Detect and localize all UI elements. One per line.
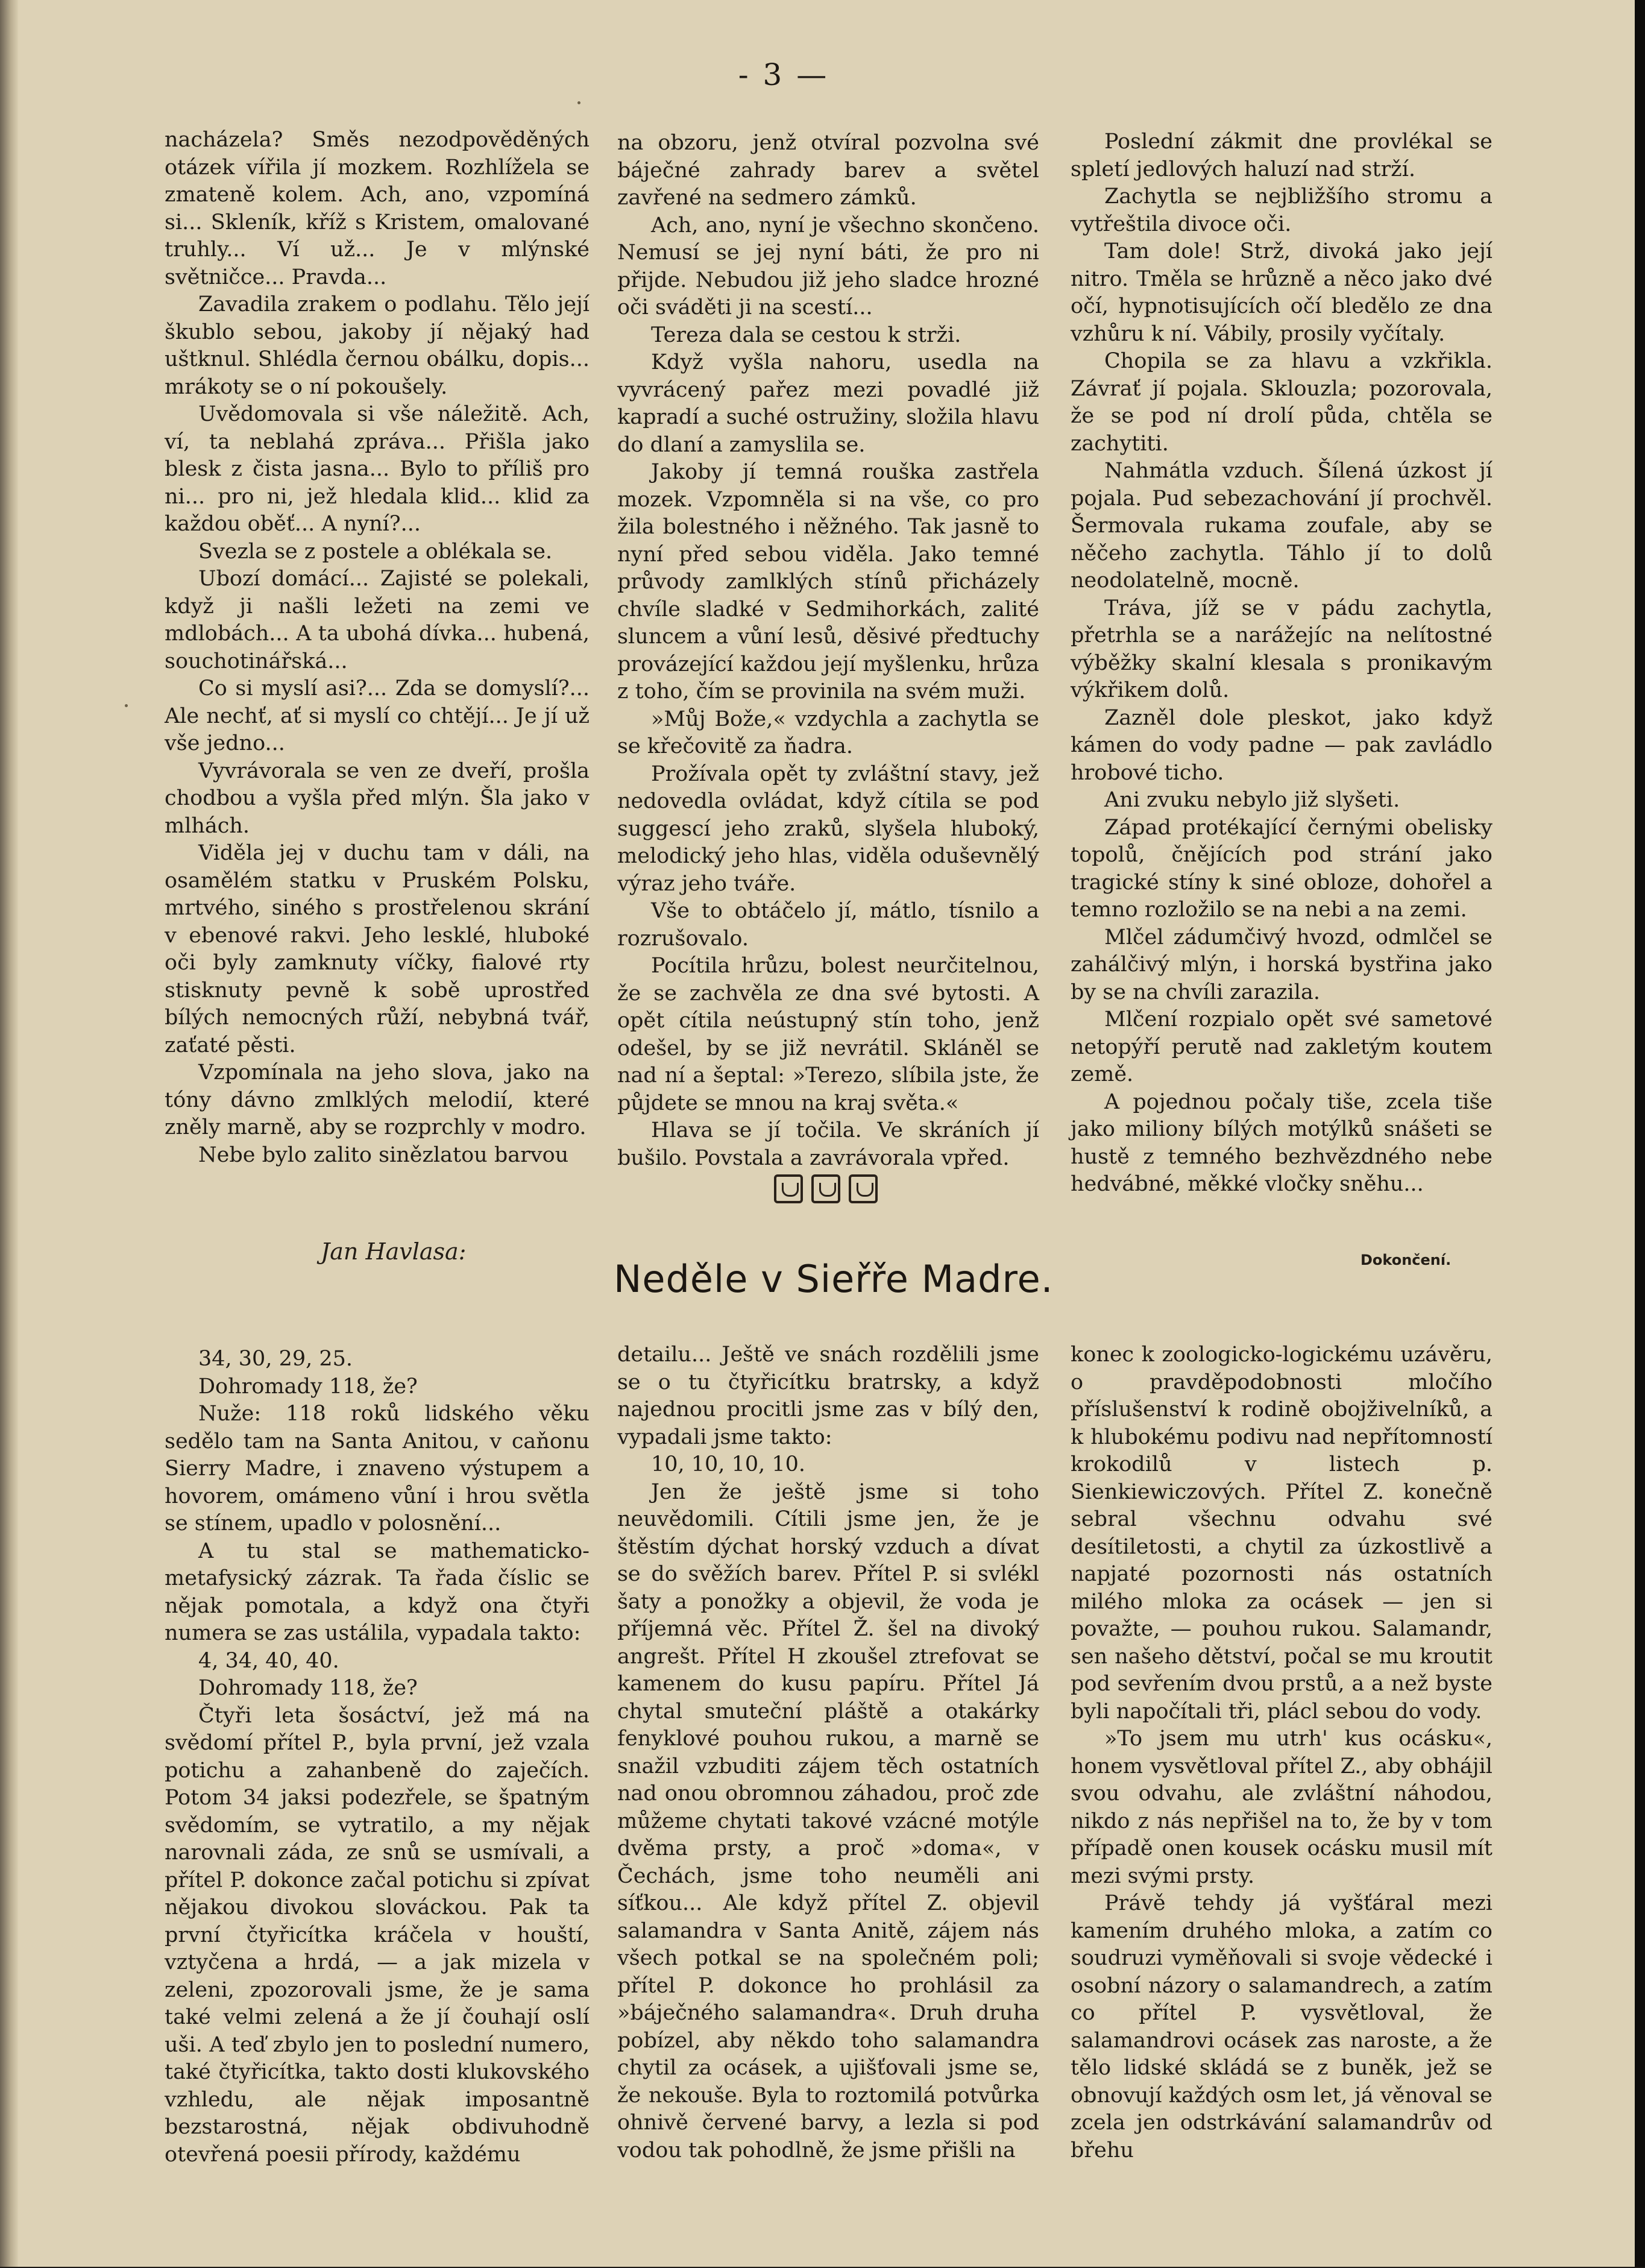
- paragraph: Viděla jej v duchu tam v dáli, na osamělém statku v Pruském Polsku, mrtvého, siného s prostřelenou skrání v ebenové rakvi. Jeho lesklé, hluboké oči byly zamknuty víčky, fialové rty stisknuty pevně k sobě uprostřed bílých nemocných růží, nebybná tvář, zaťaté pěsti.: [165, 841, 590, 1057]
- paragraph: Ani zvuku nebylo již slyšeti.: [1104, 788, 1400, 812]
- paragraph: Tam dole! Strž, divoká jako její nitro. Tměla se hrůzně a něco jako dvé očí, hypnotisujících očí bledělo ze dna vzhůru k ní. Vábily, prosily vyčítaly.: [1071, 239, 1492, 346]
- page-binding-shadow: [0, 0, 18, 2267]
- paragraph: Jen že ještě jsme si toho neuvědomili. Cítili jsme jen, že je štěstím dýchat horský vzduch a dívat se do svěžích barev. Přítel P. si svlékl šaty a ponožky a objevil, že voda je příjemná věc. Přítel Ž. šel na divoký angrešt. Přítel H zkoušel ztrefovat se kamenem do kusu papíru. Přítel Já chytal smuteční pláště a otakárky fenyklové pouhou rukou, a marně se snažil vzbuditi zájem těch ostatních nad onou obromnou záhadou, proč zde můžeme chytati takové vzácné motýle dvěma prsty, a proč »doma«, v Čechách, jsme toho neuměli ani síťkou... Ale když přítel Z. objevil salamandra v Santa Anitě, zájem nás všech potkal se na společném poli; přítel P. dokonce ho prohlásil za »báječného salamandra«. Druh druha pobízel, aby někdo toho salamandra chytil za ocásek, a ujišťovali jsme se, že nekouše. Byla to roztomilá potvůrka ohnivě červené barvy, a lezla si pod vodou tak pohodlně, že jsme přišli na: [617, 1479, 1039, 2162]
- paragraph: Tráva, jíž se v pádu zachytla, přetrhla se a narážejíc na nelítostné výběžky skalní klesala s pronikavým výkřikem dolů.: [1071, 596, 1492, 702]
- paragraph: A pojednou počaly tiše, zcela tiše jako miliony bílých motýlků snášeti se hustě z temného bezhvězdného nebe hedvábné, měkké vločky sněhu...: [1071, 1089, 1492, 1196]
- section-divider-ornaments: [774, 1174, 878, 1203]
- print-speck: [125, 704, 128, 707]
- ornament-icon: [774, 1174, 803, 1203]
- paragraph: Zachytla se nejbližšího stromu a vytřeštila divoce oči.: [1071, 184, 1492, 236]
- paragraph: Zavadila zrakem o podlahu. Tělo její škublo sebou, jakoby jí nějaký had uštknul. Shlédla černou obálku, dopis... mrákoty se o ní pokoušely.: [165, 292, 590, 399]
- paragraph: »Můj Bože,« vzdychla a zachytla se se křečovitě za ňadra.: [617, 707, 1039, 758]
- top-column-1: [165, 127, 590, 1167]
- paragraph: Tereza dala se cestou k strži.: [651, 323, 961, 347]
- bottom-column-3: [1071, 1341, 1492, 2264]
- paragraph: Poslední zákmit dne provlékal se spletí jedlových haluzí nad strží.: [1071, 130, 1492, 181]
- ornament-icon: [811, 1174, 840, 1203]
- paragraph: Dohromady 118, že?: [198, 1374, 418, 1399]
- paragraph: Chopila se za hlavu a vzkřikla. Závrať jí pojala. Sklouzla; pozorovala, že se pod ní drolí půda, chtěla se zachytiti.: [1071, 349, 1492, 456]
- bottom-column-2: [617, 1341, 1039, 2264]
- scan-edge: [1635, 0, 1645, 2267]
- paragraph: 34, 30, 29, 25.: [198, 1347, 353, 1371]
- top-column-3: [1071, 128, 1492, 1196]
- paragraph: Ach, ano, nyní je všechno skončeno. Nemusí se jej nyní báti, že pro ni přijde. Nebudou již jeho sladce hrozné oči sváděti ji na scestí...: [617, 213, 1039, 320]
- page-number: - 3 —: [738, 57, 829, 92]
- paragraph: konec k zoologicko-logickému uzávěru, o pravděpodobnosti mločího příslušenství k rodině obojživelníků, a k hlubokému podivu nad nepřítomností krokodilů v listech p. Sienkiewiczových. Přítel Z. konečně sebral všechnu odvahu své desítiletosti, a chytil za úzkostlivě a napjaté pozornosti nás ostatních milého mloka za ocásek — jen si považte, — pouhou rukou. Salamandr, sen našeho dětství, počal se mu kroutit pod sevřením dvou prstů, a a než byste byli napočítali tři, plácl sebou do vody.: [1071, 1343, 1492, 1724]
- top-column-2: [617, 130, 1039, 1170]
- paragraph: Prožívala opět ty zvláštní stavy, jež nedovedla ovládat, když cítila se pod suggescí jeho zraků, slyšela hluboký, melodický jeho hlas, viděla oduševnělý výraz jeho tváře.: [617, 761, 1039, 896]
- paragraph: Když vyšla nahoru, usedla na vyvrácený pařez mezi povadlé již kapradí a suché ostružiny, složila hlavu do dlaní a zamyslila se.: [617, 350, 1039, 457]
- paragraph: Nuže: 118 roků lidského věku sedělo tam na Santa Anitou, v caňonu Sierry Madre, i znaveno výstupem a hovorem, omámeno vůní i hrou světla se stínem, upadlo v polosnění...: [165, 1402, 590, 1536]
- paragraph: detailu... Ještě ve snách rozdělili jsme se o tu čtyřicítku bratrsky, a když najednou procitli jsme zas v bílý den, vypadali jsme takto:: [617, 1343, 1039, 1449]
- paragraph: 10, 10, 10, 10.: [651, 1452, 806, 1476]
- paragraph: Pocítila hrůzu, bolest neurčitelnou, že se zachvěla ze dna své bytosti. A opět cítila neústupný stín toho, jenž odešel, by se již nevrátil. Skláněl se nad ní a šeptal: »Terezo, slíbila jste, že půjdete se mnou na kraj světa.«: [617, 954, 1039, 1115]
- article-author: Jan Havlasa:: [321, 1238, 467, 1265]
- paragraph: Zazněl dole pleskot, jako když kámen do vody padne — pak zavládlo hrobové ticho.: [1071, 705, 1492, 785]
- paragraph: Co si myslí asi?... Zda se domyslí?... Ale nechť, ať si myslí co chtějí... Je jí už vše jedno...: [165, 676, 590, 755]
- paragraph: Mlčení rozpialo opět své sametové netopýří perutě nad zakletým koutem země.: [1071, 1007, 1492, 1086]
- paragraph: Vše to obtáčelo jí, mátlo, tísnilo a rozrušovalo.: [617, 899, 1039, 951]
- bottom-column-1: [165, 1346, 590, 2268]
- paragraph: Nahmátla vzduch. Šílená úzkost jí pojala. Pud sebezachování jí prochvěl. Šermovala rukama zoufale, aby se něčeho zachytla. Táhlo jí to dolů neodolatelně, mocně.: [1071, 459, 1492, 593]
- paragraph: Uvědomovala si vše náležitě. Ach, ví, ta neblahá zpráva... Přišla jako blesk z čista jasna... Bylo to příliš pro ni... pro ni, jež hledala klid... klid za každou oběť... A nyní?...: [165, 402, 590, 536]
- paragraph: na obzoru, jenž otvíral pozvolna své báječné zahrady barev a světel zavřené na sedmero zámků.: [617, 131, 1039, 210]
- paragraph: A tu stal se mathematicko-metafysický zázrak. Ta řada číslic se nějak pomotala, a když ona čtyři numera se zas ustálila, vypadala takto:: [165, 1539, 590, 1645]
- paragraph: Vyvrávorala se ven ze dveří, prošla chodbou a vyšla před mlýn. Šla jako v mlhách.: [165, 758, 590, 838]
- paragraph: Právě tehdy já vyšťáral mezi kamením druhého mloka, a zatím co soudruzi vyměňovali si svoje vědecké i osobní názory o salamandrech, a zatím co přítel P. vysvětloval, že salamandrovi ocásek zas naroste, a že tělo lidské skládá se z buněk, jež se obnovují každých osm let, já věnoval se zcela jen odstrkávání salamandrův od břehu: [1071, 1891, 1492, 2162]
- paragraph: nacházela? Směs nezodpověděných otázek vířila jí mozkem. Rozhlížela se zmateně kolem. Ach, ano, vzpomíná si... Skleník, kříž s Kristem, omalované truhly... Ví už... Je v mlýnské světničce... Pravda...: [165, 128, 590, 289]
- paragraph: Čtyři leta šosáctví, jež má na svědomí přítel P., byla první, jež vzala potichu a zahanbeně do zaječích. Potom 34 jaksi podezřele, se špatným svědomím, se vytratilo, a my nějak narovnali záda, ze snů se usmívali, a přítel P. dokonce začal potichu si zpívat nějakou divokou slováckou. Pak ta první čtyřicítka kráčela v houští, vztyčena a hrdá, — a jak mizela v zeleni, zpozorovali jsme, že je sama také velmi zelená a že jí čouhají oslí uši. A teď zbylo jen to poslední numero, také čtyřicítka, takto dosti klukovského vzhledu, ale nějak imposantně bezstarostná, nějak obdivuhodně otevřená poesii přírody, každému: [165, 1703, 590, 2167]
- continuation-note: Dokončení.: [1360, 1252, 1452, 1268]
- paragraph: Ubozí domácí... Zajisté se polekali, když ji našli ležeti na zemi ve mdlobách... A ta ubohá dívka... hubená, souchotinářská...: [165, 567, 590, 673]
- paragraph: Mlčel zádumčivý hvozd, odmlčel se zahálčivý mlýn, i horská bystřina jako by se na chvíli zarazila.: [1071, 925, 1492, 1004]
- paragraph: Nebe bylo zalito sinězlatou barvou: [198, 1142, 569, 1167]
- print-speck: [577, 101, 580, 104]
- ornament-icon: [849, 1174, 878, 1203]
- article-title: Neděle v Sieřře Madre.: [614, 1257, 1054, 1301]
- paragraph: Dohromady 118, že?: [198, 1676, 418, 1700]
- paragraph: Západ protékající černými obelisky topolů, čnějících pod strání jako tragické stíny k siné obloze, dohořel a temno rozložilo se na nebi a na zemi.: [1071, 815, 1492, 922]
- paragraph: 4, 34, 40, 40.: [198, 1648, 339, 1673]
- paragraph: »To jsem mu utrh' kus ocásku«, honem vysvětloval přítel Z., aby obhájil svou odvahu, ale zvláštní náhodou, nikdo z nás nepřišel na to, že by v tom případě onen kousek ocásku musil mít mezi svými prsty.: [1071, 1727, 1492, 1888]
- paragraph: Jakoby jí temná rouška zastřela mozek. Vzpomněla si na vše, co pro žila bolestného i něžného. Tak jasně to nyní před sebou viděla. Jako temné průvody zamlklých stínů přicházely chvíle sladké v Sedmihorkách, zalité sluncem a vůní lesů, děsivé předtuchy provázející každou její myšlenku, hrůza z toho, čím se provinila na svém muži.: [617, 460, 1039, 704]
- paragraph: Hlava se jí točila. Ve skráních jí bušilo. Povstala a zavrávorala vpřed.: [617, 1118, 1039, 1170]
- paragraph: Vzpomínala na jeho slova, jako na tóny dávno zmlklých melodií, které zněly marně, aby se rozprchly v modro.: [165, 1060, 590, 1139]
- paragraph: Svezla se z postele a oblékala se.: [198, 539, 553, 564]
